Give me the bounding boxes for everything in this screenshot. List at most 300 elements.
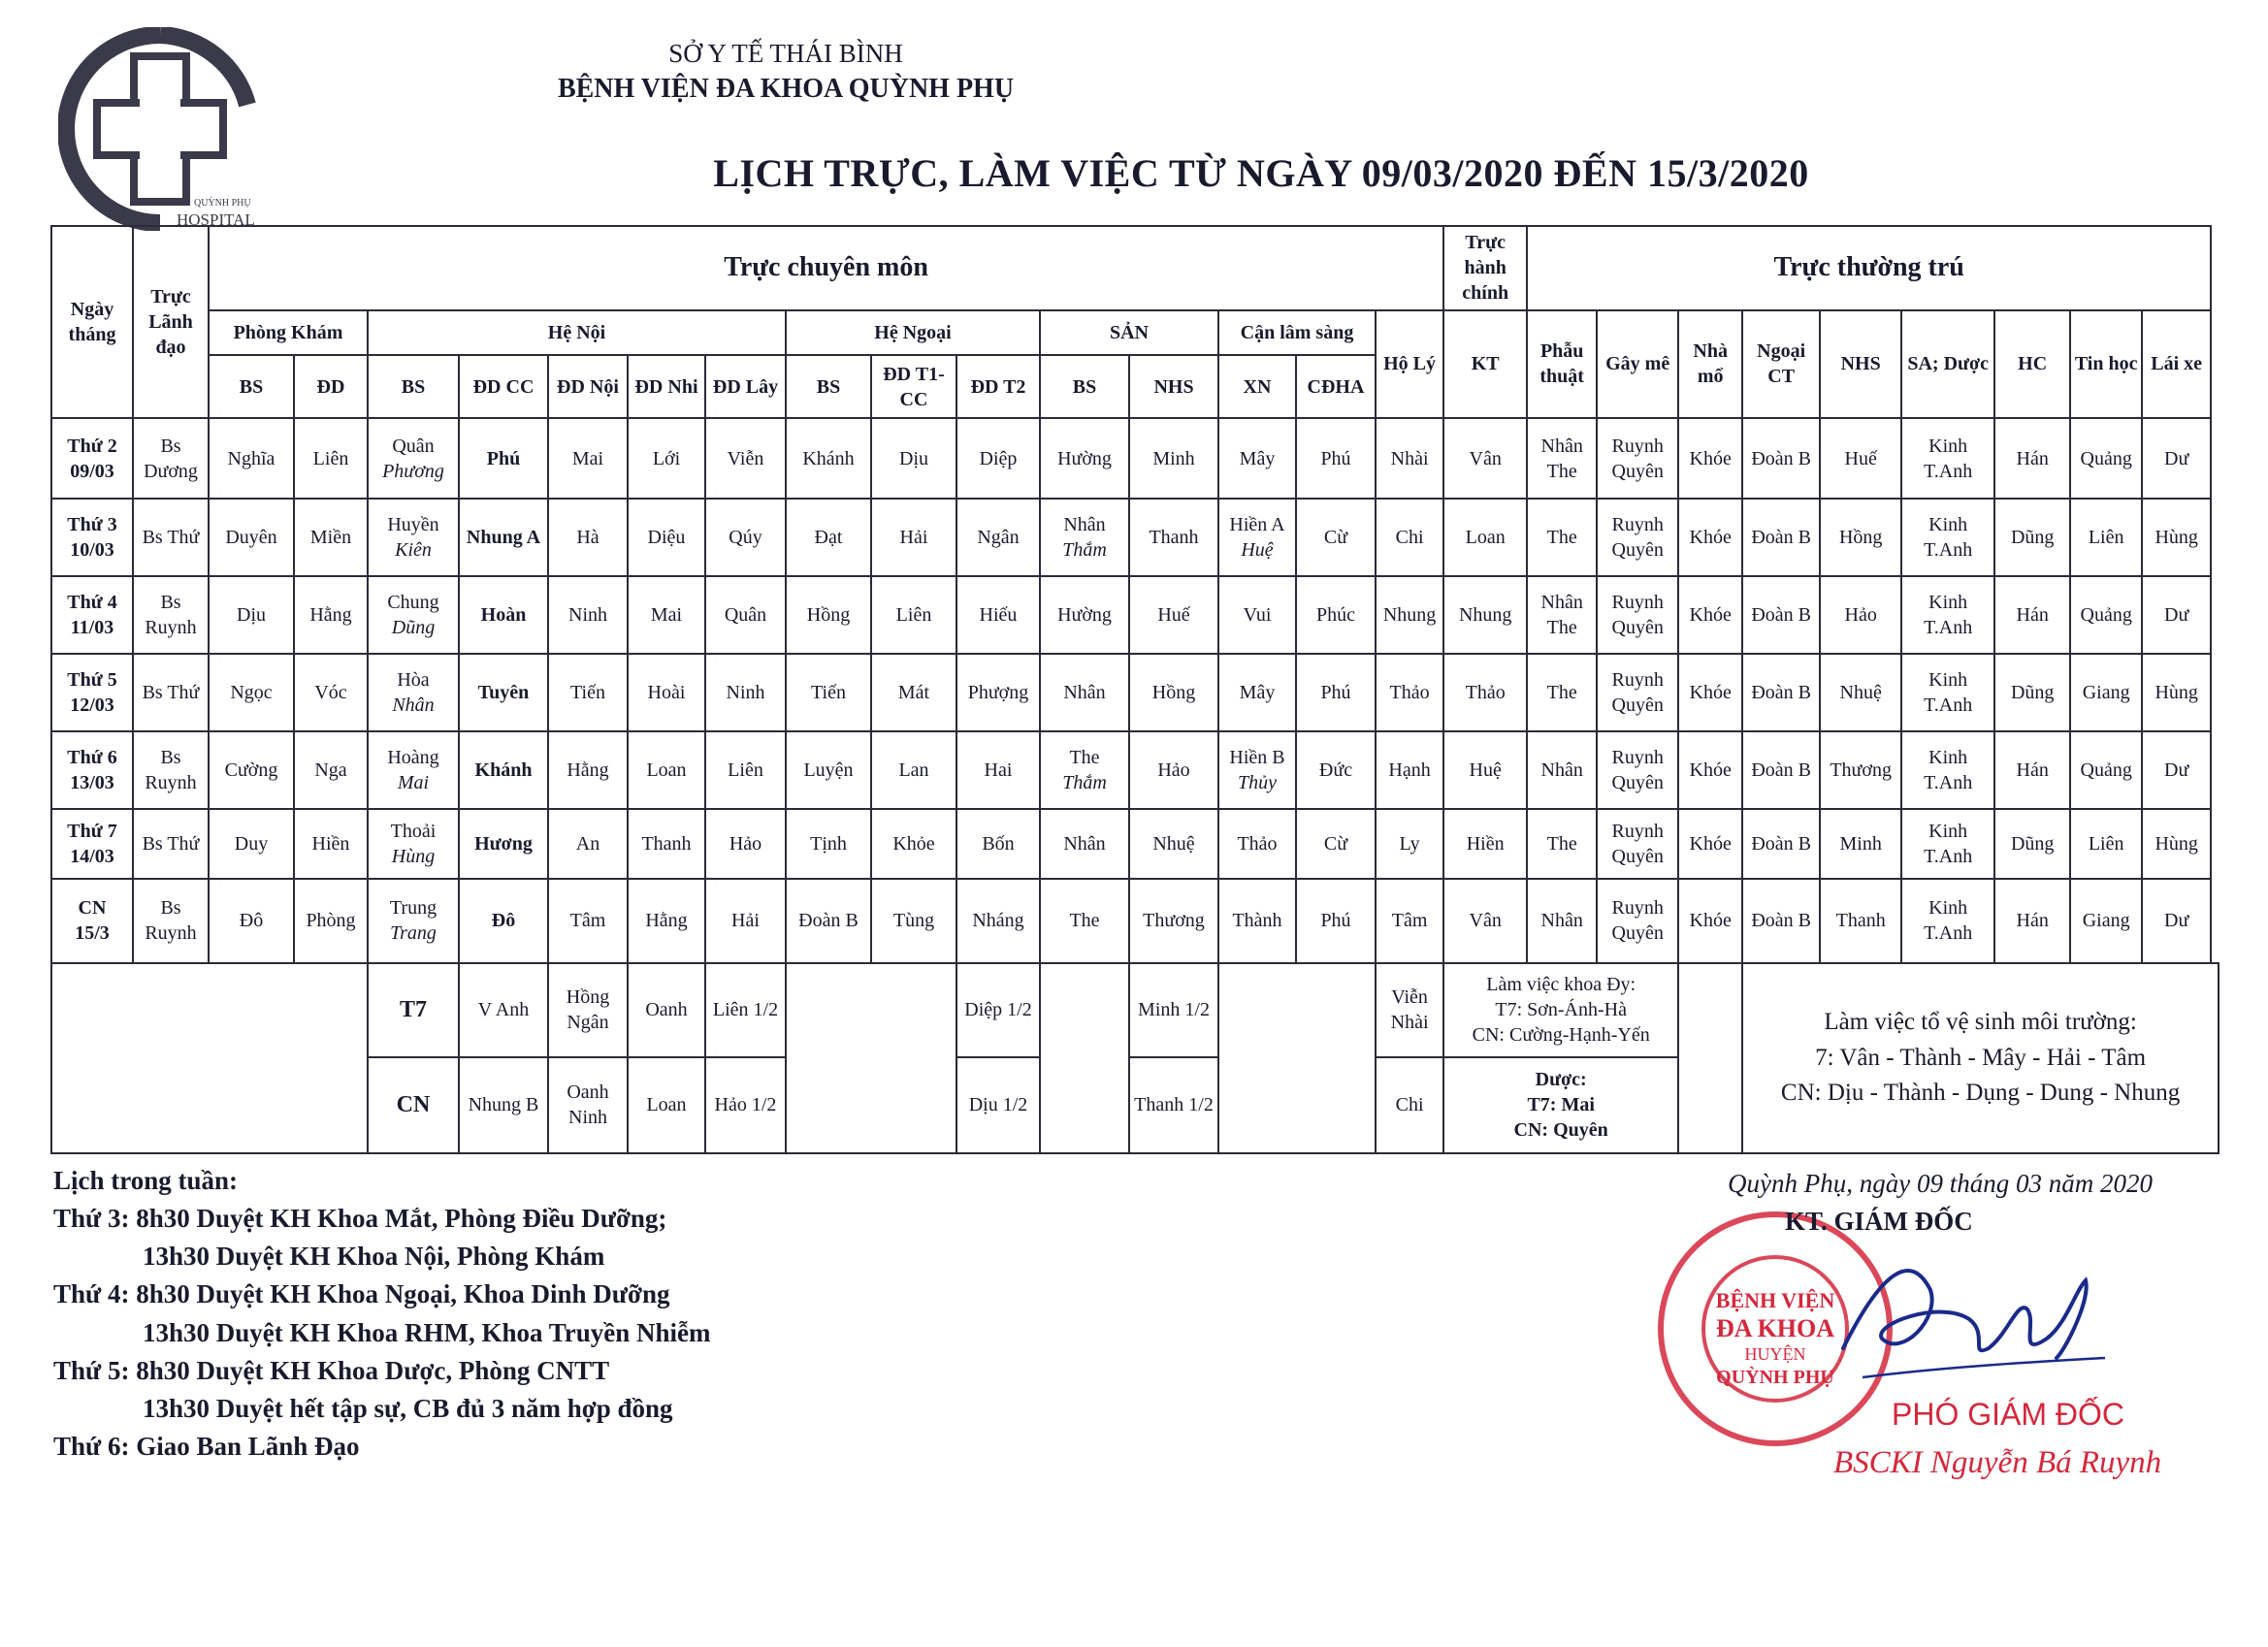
col-ngoai-ddt2: ĐD T2 [956,355,1040,418]
cell-xn [1218,654,1296,731]
ct-name: Đoàn B [1751,833,1811,856]
san-bs-name: Nhân [1063,682,1106,704]
cell-noi-ddcc [459,418,548,498]
nm-name: Khóe [1689,526,1732,548]
signature-name: BSCKI Nguyễn Bá Ruynh [1833,1445,2162,1480]
cell-cdha [1296,418,1376,498]
cell-gay-me [1597,731,1678,809]
cell-noi-ddlay [705,731,786,809]
weekend-cn-san: Thanh 1/2 [1129,1057,1218,1153]
pk-dd-name: Hiền [311,833,350,856]
lx-name: Dư [2164,910,2189,932]
col-ngoai-ct: Ngoại CT [1742,310,1820,419]
ct-name: Đoàn B [1751,603,1811,626]
cell-holy [1376,654,1443,731]
cell-pk-bs [209,499,294,576]
cell-day [51,809,133,879]
day-date: 09/03 [70,460,114,482]
env-line2: 7: Vân - Thành - Mây - Hải - Tâm [1815,1044,2147,1071]
leader-name: Bs Ruynh [145,747,197,794]
ngoai-t2-name: Hiếu [979,603,1018,626]
noi-bs-name2: Hùng [391,846,436,868]
ngoai-bs-name: Luyện [803,759,854,782]
cdha-name: Phú [1320,682,1351,704]
weekend-cn-ddnoi: Oanh Ninh [548,1057,628,1153]
cell-noi-bs [368,731,459,809]
nhs-name: Thương [1830,759,1892,782]
cell-day [51,576,133,654]
cell-ngoai-ct [1742,654,1820,731]
ngoai-t2-name: Nháng [972,910,1024,932]
cell-sa-duoc [1901,576,1994,654]
cell-phau-thuat [1527,418,1597,498]
noi-ddnoi-name: Tiến [570,682,605,704]
weekend-t7-ddnoi: Hồng Ngân [548,963,628,1057]
ngoai-bs-name: Hồng [806,603,851,626]
cell-pk-bs [209,731,294,809]
ngoai-t2-name: Phượng [967,682,1029,704]
weekend-blank-gm [1678,963,1742,1153]
weekly-line4: 13h30 Duyệt KH Khoa RHM, Khoa Truyền Nhiễm [143,1317,711,1347]
noi-ddnhi-name: Hằng [645,910,688,932]
noi-bs-name2: Mai [397,772,430,794]
svg-text:QUỲNH PHỤ: QUỲNH PHỤ [1716,1367,1834,1388]
noi-ddnoi-name: Tâm [569,910,606,932]
lx-name: Hùng [2155,682,2198,704]
col-tin-hoc: Tin học [2070,310,2142,419]
weekly-line5: Thứ 5: 8h30 Duyệt KH Khoa Dược, Phòng CNTT [53,1355,610,1385]
group-truc-chuyen-mon: Trực chuyên môn [209,226,1443,310]
col-hc: HC [1994,310,2070,419]
holy-name: Hạnh [1388,759,1431,782]
noi-ddlay-name: Viễn [727,447,764,469]
cell-cdha [1296,809,1376,879]
pk-dd-name: Miền [309,526,352,548]
cell-noi-ddnhi [628,731,705,809]
cell-day [51,654,133,731]
san-nhs-name: Huế [1157,603,1190,626]
cell-sa-duoc [1901,731,1994,809]
cell-holy [1376,731,1443,809]
cell-leader [133,499,209,576]
col-noi-ddlay: ĐD Lây [705,355,786,418]
day-name: Thứ 5 [67,669,117,692]
cell-pk-dd [294,499,368,576]
gm-name: Ruynh Quyên [1611,669,1664,717]
cell-noi-ddnhi [628,576,705,654]
cell-phau-thuat [1527,654,1597,731]
cdha-name: Phúc [1316,603,1355,626]
noi-ddnhi-name: Hoài [647,682,686,704]
cell-kt [1443,809,1527,879]
day-name: Thứ 4 [67,591,117,613]
sa-name: Kinh T.Anh [1924,747,1973,794]
lx-name: Hùng [2155,833,2198,856]
cell-ngoai-bs [786,499,871,576]
cell-ngoai-t2 [956,731,1040,809]
weekend-label-t7: T7 [368,963,459,1057]
schedule-table [50,225,2219,1154]
noi-ddcc-name: Nhung A [466,526,541,548]
weekly-title: Lịch trong tuần: [53,1166,239,1195]
handwritten-signature [1824,1232,2115,1406]
cell-san-nhs [1129,731,1218,809]
day-row [51,418,2219,498]
col-san-nhs: NHS [1129,355,1218,418]
cell-pk-dd [294,654,368,731]
cell-cdha [1296,731,1376,809]
col-noi-ddcc: ĐD CC [459,355,548,418]
nm-name: Khóe [1689,833,1732,856]
header-row-1 [51,226,2219,310]
cell-ngoai-ct [1742,499,1820,576]
cell-leader [133,654,209,731]
cdha-name: Phú [1320,447,1351,469]
weekend-cn-ddnhi: Loan [628,1057,705,1153]
nhs-name: Minh [1839,833,1882,856]
col-ho-ly: Hộ Lý [1376,310,1443,419]
cell-phau-thuat [1527,499,1597,576]
cell-san-bs [1040,499,1129,576]
cell-san-nhs [1129,879,1218,963]
cell-noi-ddnoi [548,879,628,963]
san-bs-name: Hường [1057,603,1112,626]
noi-ddlay-name: Hảo [729,833,762,856]
cell-san-nhs [1129,809,1218,879]
cell-ngoai-t2 [956,879,1040,963]
col-ngoai-bs: BS [786,355,871,418]
cell-noi-ddnhi [628,499,705,576]
cell-holy [1376,499,1443,576]
cell-kt [1443,418,1527,498]
duoc-line3: CN: Quyên [1513,1119,1608,1142]
th-name: Quảng [2080,447,2132,469]
sa-name: Kinh T.Anh [1924,435,1973,482]
group-can-lam-sang: Cận lâm sàng [1218,310,1376,355]
cell-gay-me [1597,809,1678,879]
cell-san-bs [1040,731,1129,809]
cell-kt [1443,879,1527,963]
svg-text:HUYỆN: HUYỆN [1744,1344,1806,1364]
cell-lai-xe [2142,809,2211,879]
cell-noi-ddnoi [548,418,628,498]
cell-holy [1376,809,1443,879]
nm-name: Khóe [1689,910,1732,932]
weekend-row-t7 [51,963,2219,1057]
xn-name: Mây [1239,447,1276,469]
weekend-t7-ddlay: Liên 1/2 [705,963,786,1057]
env-team-note [1742,963,2219,1153]
xn-name: Thảo [1237,833,1278,856]
ngoai-t2-name: Hai [984,759,1013,782]
day-name: Thứ 2 [67,435,117,457]
signature-role: KT. GIÁM ĐỐC [1785,1207,1973,1236]
hc-name: Dũng [2010,833,2055,856]
weekend-blank-san [1040,963,1129,1153]
cell-phau-thuat [1527,809,1597,879]
cell-tin-hoc [2070,731,2142,809]
cell-phau-thuat [1527,731,1597,809]
noi-bs-name: Quân [392,435,435,457]
cell-xn [1218,879,1296,963]
col-gay-me: Gây mê [1597,310,1678,419]
san-nhs-name: Minh [1152,447,1195,469]
gm-name: Ruynh Quyên [1611,821,1664,868]
cell-xn [1218,418,1296,498]
leader-name: Bs Ruynh [145,897,197,945]
san-bs-name: Nhân [1063,833,1106,856]
noi-bs-name: Hoàng [387,747,439,769]
cell-day [51,879,133,963]
cell-lai-xe [2142,576,2211,654]
cell-san-nhs [1129,499,1218,576]
day-name: CN [78,897,107,920]
weekly-line3: Thứ 4: 8h30 Duyệt KH Khoa Ngoại, Khoa Dinh Dưỡng [53,1279,670,1309]
nm-name: Khóe [1689,682,1732,704]
day-row [51,731,2219,809]
cell-sa-duoc [1901,879,1994,963]
san-bs-name: The [1069,910,1100,932]
cell-noi-ddlay [705,879,786,963]
cell-holy [1376,576,1443,654]
noi-ddnoi-name: Mai [571,447,604,469]
group-phong-kham: Phòng Khám [209,310,368,355]
cell-ngoai-ct [1742,731,1820,809]
weekend-t7-ngoai: Diệp 1/2 [956,963,1040,1057]
ngoai-t1-name: Tùng [892,910,935,932]
cell-leader [133,731,209,809]
weekly-line7: Thứ 6: Giao Ban Lãnh Đạo [53,1431,360,1461]
ngoai-t1-name: Dịu [899,447,928,469]
nm-name: Khóe [1689,759,1732,782]
noi-bs-name: Chung [387,591,439,613]
weekend-blank-ngoai [786,963,956,1153]
cell-holy [1376,879,1443,963]
pt-name: Nhân The [1540,435,1583,482]
th-name: Giang [2082,910,2130,932]
noi-ddnhi-name: Loan [646,759,687,782]
cdha-name: Cừ [1323,526,1348,548]
cell-tin-hoc [2070,654,2142,731]
cell-ngoai-t1 [871,576,956,654]
ct-name: Đoàn B [1751,526,1811,548]
cell-tin-hoc [2070,879,2142,963]
cell-day [51,418,133,498]
cell-ngoai-ct [1742,576,1820,654]
cell-pk-dd [294,576,368,654]
cell-ngoai-t1 [871,654,956,731]
cell-nhs [1820,879,1901,963]
env-line3: CN: Dịu - Thành - Dụng - Dung - Nhung [1780,1079,2181,1106]
lx-name: Dư [2164,447,2189,469]
noi-bs-name: Huyền [387,513,439,535]
ngoai-bs-name: Đoàn B [798,910,859,932]
cell-leader [133,809,209,879]
col-lai-xe: Lái xe [2142,310,2211,419]
cell-hc [1994,576,2070,654]
day-date: 11/03 [70,616,114,638]
cell-cdha [1296,879,1376,963]
cell-hc [1994,654,2070,731]
col-pk-dd: ĐD [294,355,368,418]
cell-noi-ddlay [705,499,786,576]
group-truc-hanh-chinh: Trực hành chính [1443,226,1527,310]
ngoai-t1-name: Mát [897,682,930,704]
cell-san-nhs [1129,654,1218,731]
day-row [51,879,2219,963]
col-phau-thuat: Phẫu thuật [1527,310,1597,419]
cell-ngoai-t1 [871,809,956,879]
leader-name: Bs Dương [144,435,198,482]
kt-name: Hiền [1466,833,1505,856]
weekend-t7-ddnhi: Oanh [628,963,705,1057]
gm-name: Ruynh Quyên [1611,513,1664,561]
cell-cdha [1296,654,1376,731]
ngoai-bs-name: Tiến [811,682,846,704]
ct-name: Đoàn B [1751,447,1811,469]
noi-ddcc-name: Khánh [474,759,533,782]
pk-dd-name: Vóc [314,682,347,704]
noi-bs-name2: Nhân [392,694,435,717]
svg-text:ĐA KHOA: ĐA KHOA [1715,1314,1835,1342]
noi-ddnhi-name: Thanh [641,833,692,856]
cell-pk-dd [294,731,368,809]
cell-nha-mo [1678,499,1742,576]
cell-noi-ddnoi [548,499,628,576]
cell-noi-ddcc [459,731,548,809]
pk-bs-name: Đô [239,910,264,932]
ngoai-bs-name: Khánh [802,447,855,469]
cell-ngoai-t2 [956,576,1040,654]
cell-nhs [1820,731,1901,809]
cell-ngoai-bs [786,576,871,654]
cell-leader [133,418,209,498]
pk-dd-name: Nga [314,759,347,782]
khoa-dy-line3: CN: Cường-Hạnh-Yến [1472,1024,1650,1047]
weekend-label-cn: CN [368,1057,459,1153]
cell-kt [1443,499,1527,576]
cell-xn [1218,731,1296,809]
weekly-line2: 13h30 Duyệt KH Khoa Nội, Phòng Khám [143,1242,605,1272]
pk-bs-name: Duyên [225,526,277,548]
cell-noi-ddcc [459,654,548,731]
cell-pk-bs [209,809,294,879]
day-date: 14/03 [70,846,114,868]
khoa-dy-note [1443,963,1678,1057]
cell-pk-bs [209,418,294,498]
cell-ngoai-bs [786,418,871,498]
pk-bs-name: Cường [224,759,278,782]
col-ngay-thang: Ngày tháng [51,226,133,418]
day-name: Thứ 3 [67,513,117,535]
cell-noi-ddnhi [628,879,705,963]
pt-name: The [1546,682,1577,704]
duoc-line2: T7: Mai [1527,1094,1595,1116]
cdha-name: Đức [1318,759,1353,782]
cell-lai-xe [2142,654,2211,731]
ngoai-t2-name: Bốn [982,833,1015,856]
col-noi-bs: BS [368,355,459,418]
gm-name: Ruynh Quyên [1611,591,1664,638]
holy-name: Ly [1399,833,1420,856]
cell-nha-mo [1678,654,1742,731]
nhs-name: Hảo [1844,603,1877,626]
gm-name: Ruynh Quyên [1611,747,1664,794]
col-noi-ddnhi: ĐD Nhi [628,355,705,418]
th-name: Liên [2088,833,2124,856]
pk-dd-name: Liên [312,447,349,469]
cell-noi-bs [368,418,459,498]
noi-bs-name2: Kiên [395,538,432,561]
ngoai-t2-name: Diệp [979,447,1018,469]
cell-ngoai-bs [786,731,871,809]
ngoai-t1-name: Khỏe [892,833,935,856]
cell-holy [1376,418,1443,498]
san-nhs-name: Thương [1143,910,1205,932]
org-line2: BỆNH VIỆN ĐA KHOA QUỲNH PHỤ [557,74,1015,104]
cell-pk-bs [209,576,294,654]
kt-name: Nhung [1458,603,1512,626]
kt-name: Thảo [1465,682,1506,704]
cell-ngoai-t2 [956,499,1040,576]
xn-name: Hiền A [1229,513,1285,535]
env-line1: Làm việc tổ vệ sinh môi trường: [1824,1009,2137,1036]
group-san: SẢN [1040,310,1218,355]
sa-name: Kinh T.Anh [1924,897,1973,945]
noi-ddnoi-name: Ninh [568,603,607,626]
th-name: Liên [2088,526,2124,548]
cell-gay-me [1597,576,1678,654]
pt-name: The [1546,526,1577,548]
document-title: LỊCH TRỰC, LÀM VIỆC TỪ NGÀY 09/03/2020 ĐẾN 15/3/2020 [713,151,1809,195]
noi-ddcc-name: Hương [474,833,533,856]
pk-bs-name: Dịu [237,603,266,626]
cell-gay-me [1597,879,1678,963]
col-sa-duoc: SA; Dược [1901,310,1994,419]
cell-ngoai-bs [786,809,871,879]
leader-name: Bs Thứ [142,526,200,548]
duoc-note [1443,1057,1678,1153]
gm-name: Ruynh Quyên [1611,897,1664,945]
col-cls-xn: XN [1218,355,1296,418]
cell-noi-ddlay [705,418,786,498]
ngoai-t1-name: Liên [895,603,932,626]
cell-kt [1443,731,1527,809]
cell-noi-ddlay [705,654,786,731]
col-noi-ddnoi: ĐD Nội [548,355,628,418]
cell-noi-ddnhi [628,654,705,731]
cell-tin-hoc [2070,499,2142,576]
cell-noi-ddnhi [628,418,705,498]
cell-tin-hoc [2070,809,2142,879]
cell-ngoai-t2 [956,654,1040,731]
cell-cdha [1296,499,1376,576]
cell-lai-xe [2142,418,2211,498]
san-bs-name2: Thắm [1062,538,1107,561]
noi-ddnoi-name: Hằng [567,759,609,782]
noi-ddnoi-name: An [575,833,600,856]
holy-name: Thảo [1389,682,1430,704]
cell-noi-ddlay [705,576,786,654]
th-name: Quảng [2080,759,2132,782]
cell-pk-dd [294,418,368,498]
noi-bs-name2: Dũng [391,616,436,638]
noi-ddnoi-name: Hà [576,526,599,548]
cell-ngoai-ct [1742,418,1820,498]
noi-ddcc-name: Phú [486,447,521,469]
noi-ddlay-name: Ninh [726,682,765,704]
san-nhs-name: Hồng [1151,682,1196,704]
